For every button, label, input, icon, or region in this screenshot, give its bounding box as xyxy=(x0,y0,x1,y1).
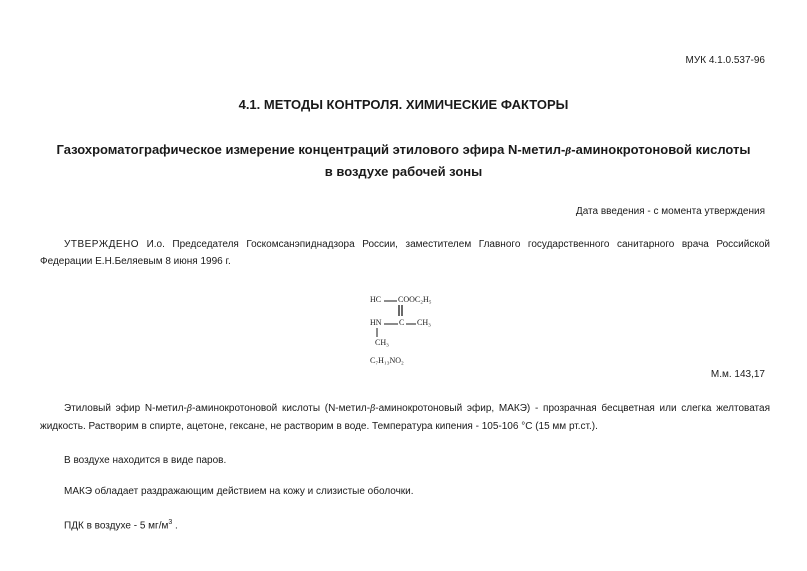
formula-hn: HN xyxy=(370,318,382,327)
pdk-superscript: 3 xyxy=(168,519,173,526)
properties-greek-1: β xyxy=(186,404,193,414)
approval-paragraph xyxy=(40,236,770,270)
molecular-weight: М.м. 143,17 xyxy=(710,369,765,380)
formula-gross: C₇H₁₃NO₂ xyxy=(370,356,404,365)
pdk-paragraph xyxy=(40,514,770,534)
title-line1-end: -аминокротоновой кислоты xyxy=(571,142,751,157)
formula-ch3-bottom: CH₃ xyxy=(375,338,389,347)
approval-lead: УТВЕРЖДЕНО xyxy=(64,239,140,250)
document-title xyxy=(30,140,777,181)
title-line1-start: Газохроматографическое измерение концентраций этилового эфира N-метил- xyxy=(56,142,566,157)
pdk-text: ПДК в воздухе - 5 мг/м xyxy=(64,520,169,532)
properties-part3: -аминокротоновый эфир, МАКЭ) - прозрачная бесцветная или слегка желтоватая жидкость. Растворим в спирте, ацетоне, гексане, не растворим в воде. Температура кипения - 105-106 °С (15 мм рт.ст.). xyxy=(40,403,770,432)
document-code: МУК 4.1.0.537-96 xyxy=(685,55,765,66)
formula-ch3-right: CH₃ xyxy=(417,318,431,327)
properties-part2: -аминокротоновой кислоты (N-метил- xyxy=(192,403,371,414)
vapor-paragraph: В воздухе находится в виде паров. xyxy=(64,455,227,466)
formula-central-carbon: C xyxy=(399,318,405,327)
approval-text: И.о. Председателя Госкомсанэпиднадзора России, заместителем Главного государственного санитарного врача Российской Федерации Е.Н.Беляевым 8 июня 1996 г. xyxy=(40,239,770,267)
effect-paragraph: МАКЭ обладает раздражающим действием на кожу и слизистые оболочки. xyxy=(64,486,414,497)
section-title: 4.1. МЕТОДЫ КОНТРОЛЯ. ХИМИЧЕСКИЕ ФАКТОРЫ xyxy=(238,97,569,112)
pdk-end: . xyxy=(172,520,178,532)
formula-hc: HC xyxy=(370,295,382,304)
introduction-date: Дата введения - с момента утверждения xyxy=(575,206,765,217)
structural-formula xyxy=(370,293,450,367)
properties-paragraph xyxy=(40,400,770,435)
title-greek-beta: β xyxy=(565,147,572,157)
properties-part1: Этиловый эфир N-метил- xyxy=(64,403,187,414)
properties-greek-2: β xyxy=(370,404,376,414)
title-line2: в воздухе рабочей зоны xyxy=(324,164,483,179)
formula-ester-group: COOC₂H₅ xyxy=(398,295,432,304)
